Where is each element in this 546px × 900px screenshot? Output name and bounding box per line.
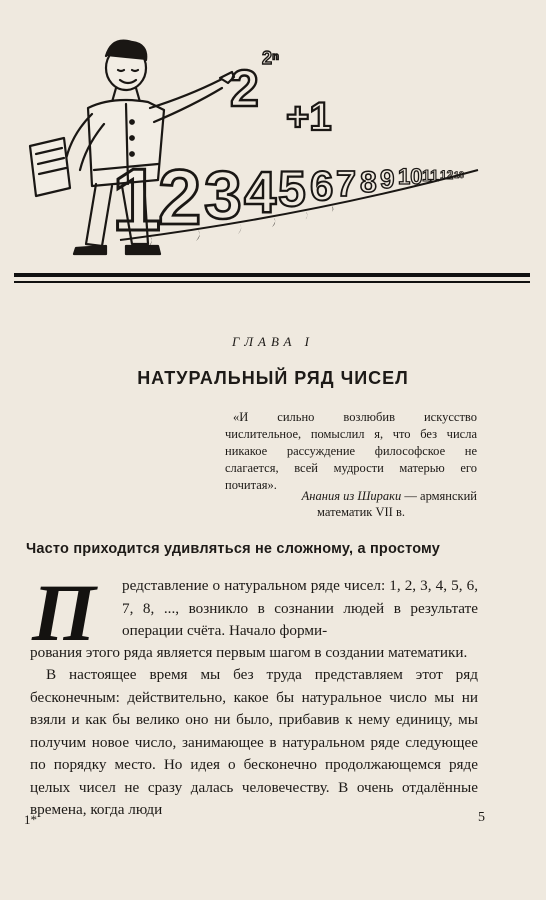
signature-mark: 1* xyxy=(24,812,37,827)
sequence-number: 2 xyxy=(158,153,202,241)
formula-tail: +1 xyxy=(286,95,332,139)
sequence-number: 1 xyxy=(112,150,161,249)
sequence-number: 13 xyxy=(454,170,465,180)
header-illustration xyxy=(8,30,538,270)
header-rule-thin xyxy=(14,281,530,283)
sequence-number: 7 xyxy=(336,163,357,204)
epigraph-author: Анания из Шираки xyxy=(301,489,402,503)
dropcap xyxy=(30,574,110,650)
epigraph-role: — армянский xyxy=(401,489,477,503)
chapter-title: НАТУРАЛЬНЫЙ РЯД ЧИСЕЛ xyxy=(137,368,409,388)
formula-exponent: 2ⁿ xyxy=(262,48,280,68)
epigraph-attribution xyxy=(225,488,477,520)
sequence-number: 8 xyxy=(360,166,377,199)
dropcap-letter: П xyxy=(32,574,96,650)
formula-base: 2 xyxy=(230,60,259,118)
section-heading: Часто приходится удивляться не сложному, а простому xyxy=(26,541,441,557)
page-number: 5 xyxy=(478,810,485,825)
sequence-number: 9 xyxy=(380,164,395,194)
paragraph-1-continued: рования этого ряда является первым шагом в создании математики. xyxy=(30,644,468,661)
epigraph-role-line2: математик VII в. xyxy=(317,505,405,519)
number-sequence xyxy=(112,150,478,249)
sequence-number: 6 xyxy=(310,162,334,209)
sequence-number: 4 xyxy=(244,160,277,225)
epigraph-text: «И сильно возлюбив искусство числительное, помыслил я, что без числа никакое рассуждение философское не слагается, всей мудрости матерью его почитая». xyxy=(225,410,477,492)
paragraph-1-first-lines: редставление о натуральном ряде чисел: 1, 2, 3, 4, 5, 6, 7, 8, ..., возникло в сознании людей в результате операции счёта. Начало форми- xyxy=(122,577,478,639)
sequence-number: 10 xyxy=(398,164,423,189)
sequence-number: 11 xyxy=(422,168,439,185)
header-rule-thick xyxy=(14,273,530,277)
sequence-number: 12 xyxy=(440,168,454,182)
sequence-number: 5 xyxy=(278,161,306,217)
paragraph-2: В настоящее время мы без труда представляем этот ряд бесконечным: действительно, какое бы натуральное число мы ни взяли и как бы велико оно ни было, прибавив к нему единицу, мы получим новое число, занимающее в натуральном ряде следующее по порядку место. Но идея о бесконечно продолжающемся ряде целых чисел не сразу далась человечеству. В очень отдалённые времена, когда люди xyxy=(30,666,478,818)
chapter-label: ГЛАВА I xyxy=(232,334,314,349)
sequence-number: 3 xyxy=(204,157,242,233)
formula-graphic xyxy=(230,48,332,139)
